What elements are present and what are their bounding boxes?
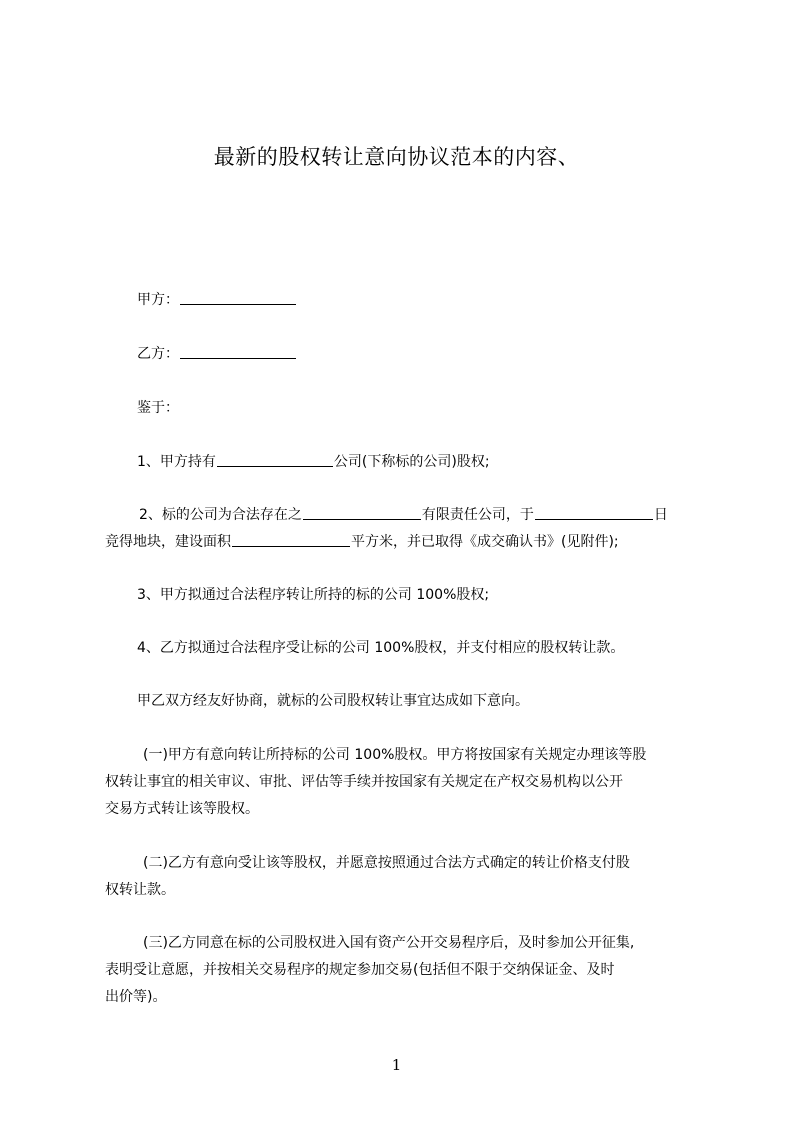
clause-3-line-1: (三)乙方同意在标的公司股权进入国有资产公开交易程序后，及时参加公开征集, bbox=[143, 935, 635, 951]
recital-1-blank bbox=[217, 452, 333, 467]
recital-1-before: 1、甲方持有 bbox=[137, 454, 216, 470]
party-a-blank bbox=[180, 290, 296, 305]
recital-2-area-blank bbox=[232, 532, 350, 547]
recital-2-date-blank bbox=[535, 505, 653, 520]
recital-3: 3、甲方拟通过合法程序转让所持的标的公司 100%股权; bbox=[137, 587, 490, 603]
recital-2-line-2 bbox=[105, 532, 619, 552]
recital-2-part-1: 2、标的公司为合法存在之 bbox=[139, 507, 302, 523]
clause-2-line-2: 权转让款。 bbox=[105, 882, 175, 898]
clause-1-line-1: (一)甲方有意向转让所持标的公司 100%股权。甲方将按国家有关规定办理该等股 bbox=[143, 747, 647, 763]
document-title: 最新的股权转让意向协议范本的内容、 bbox=[213, 145, 580, 169]
clause-2-line-1: (二)乙方有意向受让该等股权，并愿意按照通过合法方式确定的转让价格支付股 bbox=[143, 855, 630, 871]
party-b-label: 乙方： bbox=[137, 346, 179, 362]
whereas-heading: 鉴于： bbox=[137, 400, 179, 416]
party-b-blank bbox=[180, 344, 296, 359]
recital-2-line-1 bbox=[139, 505, 668, 525]
clause-1-line-3: 交易方式转让该等股权。 bbox=[105, 801, 259, 817]
clause-3-line-2: 表明受让意愿，并按相关交易程序的规定参加交易(包括但不限于交纳保证金、及时 bbox=[105, 962, 615, 978]
recital-1 bbox=[137, 452, 490, 472]
recital-2-part-4: 竞得地块，建设面积 bbox=[105, 534, 231, 550]
party-b-line bbox=[137, 344, 297, 364]
recital-2-part-2: 有限责任公司，于 bbox=[421, 507, 534, 523]
page-number: 1 bbox=[391, 1056, 402, 1074]
clause-3-line-3: 出价等)。 bbox=[105, 989, 167, 1005]
recital-2-company-blank bbox=[303, 505, 421, 520]
recital-2-part-3: 日 bbox=[653, 507, 668, 523]
clause-1-line-2: 权转让事宜的相关审议、审批、评估等手续并按国家有关规定在产权交易机构以公开 bbox=[105, 774, 623, 790]
agreement-intro: 甲乙双方经友好协商，就标的公司股权转让事宜达成如下意向。 bbox=[137, 693, 529, 709]
party-a-label: 甲方： bbox=[137, 292, 179, 308]
recital-1-after: 公司(下称标的公司)股权; bbox=[333, 454, 490, 470]
recital-2-part-5: 平方米，并已取得《成交确认书》(见附件); bbox=[351, 534, 619, 550]
party-a-line bbox=[137, 290, 297, 310]
recital-4: 4、乙方拟通过合法程序受让标的公司 100%股权，并支付相应的股权转让款。 bbox=[137, 640, 625, 656]
